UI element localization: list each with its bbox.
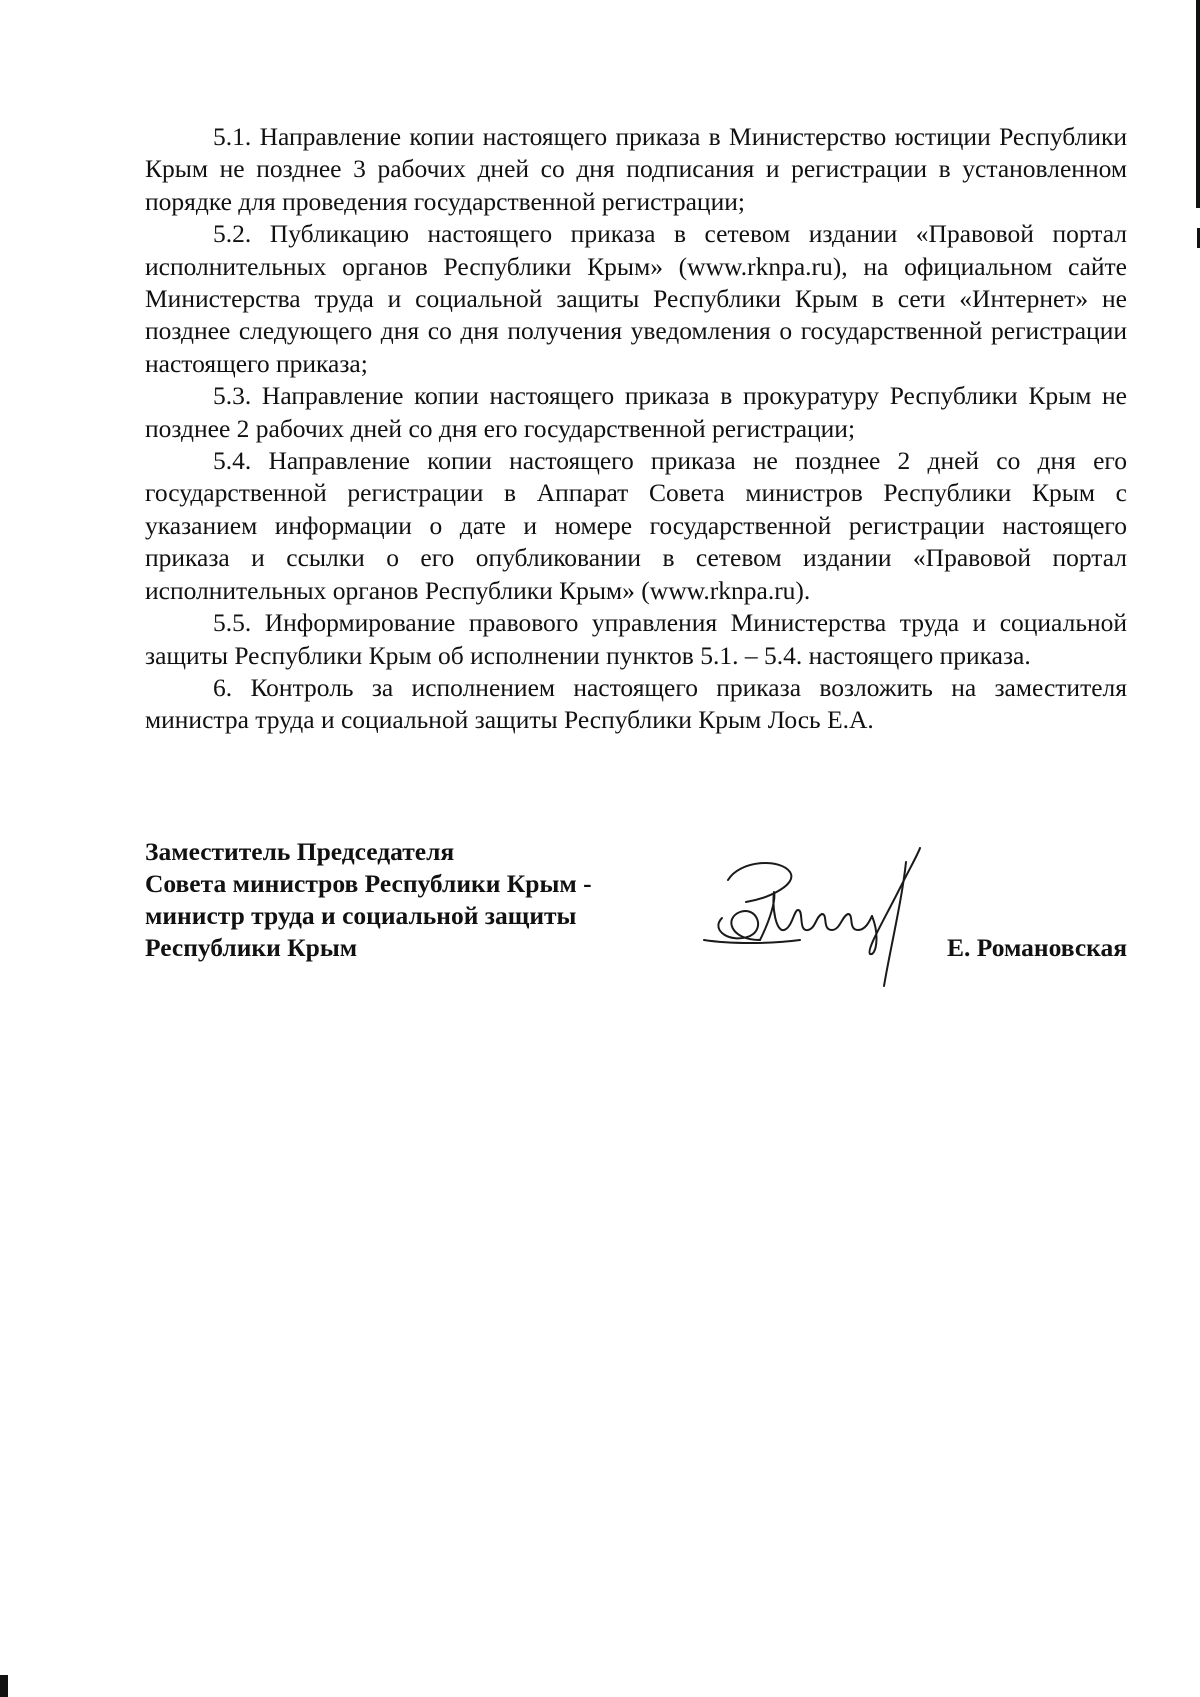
signatory-title-line: Заместитель Председателя — [145, 837, 455, 866]
paragraph-5-3: 5.3. Направление копии настоящего приказа в прокуратуру Республики Крым не позднее 2 рабочих дней со дня его государственной регистрации; — [145, 381, 1127, 443]
signature-block — [145, 836, 1127, 996]
paragraph-5-2: 5.2. Публикацию настоящего приказа в сетевом издании «Правовой портал исполнительных органов Республики Крым» (www.rknpa.ru), на официальном сайте Министерства труда и социальной защиты Республики Крым в сети «Интернет» не позднее следующего дня со дня получения уведомления о государственной регистрации настоящего приказа; — [145, 219, 1127, 378]
paragraph-5-4: 5.4. Направление копии настоящего приказа не позднее 2 дней со дня его государственной регистрации в Аппарат Совета министров Республики Крым с указанием информации о дате и номере государственной регистрации настоящего приказа и ссылки о его опубликовании в сетевом издании «Правовой портал исполнительных органов Республики Крым» (www.rknpa.ru). — [145, 446, 1127, 605]
scan-edge-mark — [1196, 0, 1200, 208]
signatory-title — [145, 836, 685, 964]
signatory-title-line: министр труда и социальной защиты — [145, 901, 577, 930]
handwritten-signature — [700, 840, 930, 990]
paragraph-6: 6. Контроль за исполнением настоящего приказа возложить на заместителя министра труда и социальной защиты Республики Крым Лось Е.А. — [145, 672, 1127, 735]
paragraph-5-1: 5.1. Направление копии настоящего приказа в Министерство юстиции Республики Крым не позднее 3 рабочих дней со дня подписания и регистрации в установленном порядке для проведения государственной регистрации; — [145, 122, 1127, 216]
scan-corner-mark — [0, 1675, 8, 1697]
signatory-name: Е. Романовская — [947, 933, 1127, 962]
signatory-title-line: Совета министров Республики Крым - — [145, 869, 592, 898]
paragraph-5-5: 5.5. Информирование правового управления Министерства труда и социальной защиты Республики Крым об исполнении пунктов 5.1. – 5.4. настоящего приказа. — [145, 608, 1127, 670]
signatory-title-line: Республики Крым — [145, 933, 358, 962]
document-body — [145, 121, 1127, 737]
